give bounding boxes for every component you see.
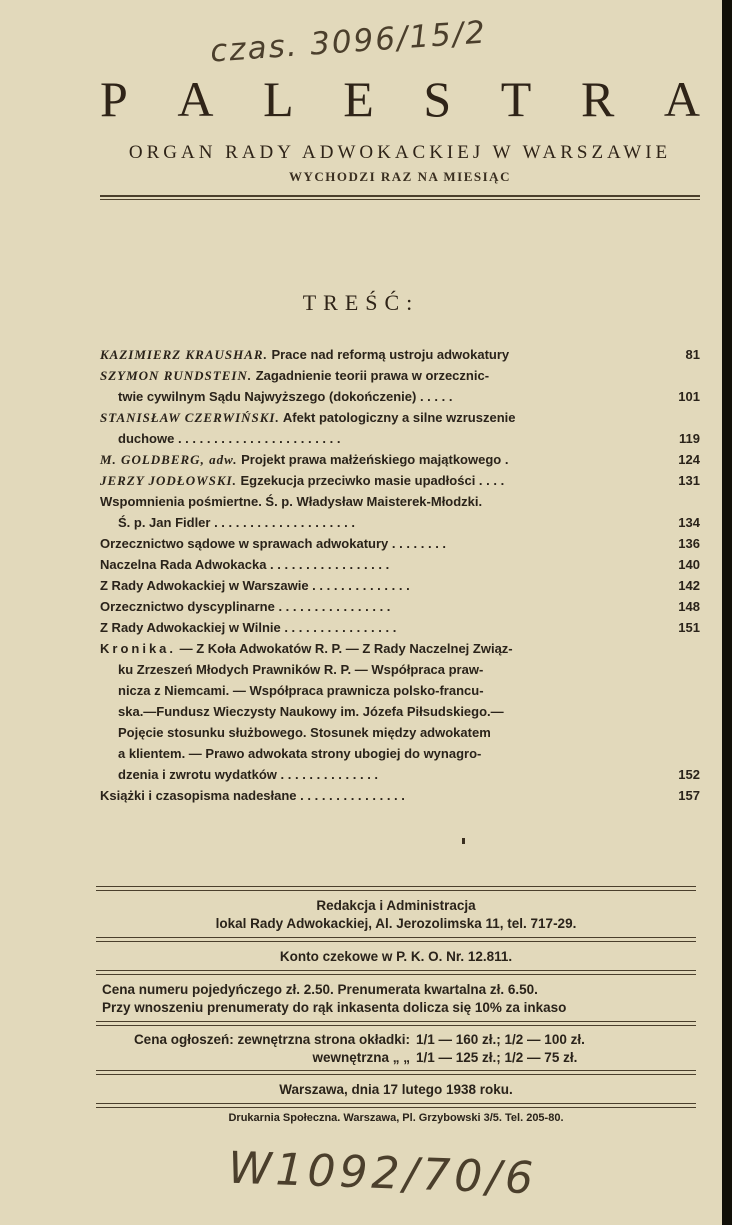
price-line: Przy wnoszeniu prenumeraty do rąk inkasenta dolicza się 10% za inkaso	[102, 1000, 567, 1015]
toc-entry-continuation	[100, 680, 700, 701]
title-letter: L	[263, 71, 294, 127]
toc-title: Wspomnienia pośmiertne. Ś. p. Władysław Maisterek-Młodzki.	[100, 494, 483, 509]
contents-heading: TREŚĆ:	[302, 290, 420, 315]
toc-entry-continuation	[100, 743, 700, 764]
toc-page-number: 134	[678, 515, 700, 530]
printer-info: Drukarnia Społeczna. Warszawa, Pl. Grzybowski 3/5. Tel. 205-80.	[228, 1112, 564, 1124]
masthead-rule	[100, 195, 700, 197]
toc-title: duchowe . . . . . . . . . . . . . . . . . . . . . . .	[118, 431, 341, 446]
ad-price-label: Cena ogłoszeń: zewnętrzna strona okładki:	[133, 1032, 410, 1047]
toc-title: Afekt patologiczny a silne wzruszenie	[279, 410, 516, 425]
toc-author: M. GOLDBERG, adw.	[100, 452, 238, 467]
toc-entry-continuation	[100, 722, 700, 743]
toc-entry-continuation[interactable]	[100, 428, 700, 449]
toc-entry[interactable]	[100, 533, 700, 554]
toc-page-number: 142	[678, 578, 700, 593]
toc-title: Z Rady Adwokackiej w Wilnie . . . . . . . . . . . . . . . .	[100, 620, 397, 635]
toc-entry[interactable]	[100, 407, 700, 428]
toc-title: Książki i czasopisma nadesłane . . . . . . . . . . . . . . .	[100, 788, 405, 803]
kronika-line: nicza z Niemcami. — Współpraca prawnicza polsko-francu-	[118, 683, 484, 698]
toc-entry[interactable]	[100, 617, 700, 638]
title-letter: R	[580, 71, 615, 127]
toc-title: Prace nad reformą ustroju adwokatury	[267, 347, 510, 362]
issue-date: Warszawa, dnia 17 lutego 1938 roku.	[279, 1082, 513, 1097]
title-letter: E	[343, 71, 374, 127]
masthead-rule-thin	[100, 199, 700, 200]
toc-entry-continuation[interactable]	[100, 512, 700, 533]
title-letter: A	[177, 71, 214, 127]
toc-title: twie cywilnym Sądu Najwyższego (dokończenie) . . . . .	[118, 389, 453, 404]
handwritten-shelf-mark: W1092/70/6	[227, 1142, 538, 1205]
ad-price-value: 1/1 — 125 zł.; 1/2 — 75 zł.	[416, 1050, 578, 1065]
handwritten-catalog-note: czas. 3096/15/2	[209, 14, 489, 70]
toc-entry-continuation	[100, 701, 700, 722]
kronika-line: ska.—Fundusz Wieczysty Naukowy im. Józefa Piłsudskiego.—	[118, 704, 504, 719]
toc-page-number: 148	[678, 599, 700, 614]
kronika-line: ku Zrzeszeń Młodych Prawników R. P. — Współpraca praw-	[118, 662, 484, 677]
toc-entry[interactable]	[100, 785, 700, 806]
toc-entry-kronika[interactable]	[100, 638, 700, 659]
toc-author: JERZY JODŁOWSKI.	[100, 473, 237, 488]
kronika-line: Pojęcie stosunku służbowego. Stosunek między adwokatem	[118, 725, 491, 740]
title-letter: A	[663, 71, 700, 127]
toc-page-number: 140	[678, 557, 700, 572]
advertising-prices	[96, 1026, 696, 1070]
kronika-line: a klientem. — Prawo adwokata strony ubogiej do wynagro-	[118, 746, 482, 761]
toc-entry[interactable]	[100, 491, 700, 512]
title-letter: S	[423, 71, 452, 127]
toc-author: STANISŁAW CZERWIŃSKI.	[100, 410, 280, 425]
toc-title: Z Rady Adwokackiej w Warszawie . . . . . . . . . . . . . .	[100, 578, 410, 593]
toc-author: SZYMON RUNDSTEIN.	[100, 368, 253, 383]
toc-entry[interactable]	[100, 449, 700, 470]
print-mark	[462, 838, 465, 844]
toc-page-number: 152	[678, 767, 700, 782]
masthead	[100, 71, 700, 200]
kronika-label: Kronika.	[100, 641, 177, 656]
price-line: Cena numeru pojedyńczego zł. 2.50. Prenumerata kwartalna zł. 6.50.	[102, 982, 538, 997]
toc-entry[interactable]	[100, 554, 700, 575]
toc-entry[interactable]	[100, 575, 700, 596]
toc-title: Orzecznictwo sądowe w sprawach adwokatury . . . . . . . .	[100, 536, 447, 551]
toc-entry[interactable]	[100, 470, 700, 491]
toc-entry-continuation[interactable]	[100, 386, 700, 407]
journal-title	[100, 71, 700, 127]
kronika-line: dzenia i zwrotu wydatków . . . . . . . . . . . . . .	[118, 767, 379, 782]
ad-price-label: wewnętrzna „ „	[312, 1050, 410, 1065]
editorial-address: lokal Rady Adwokackiej, Al. Jerozolimska 11, tel. 717-29.	[215, 916, 577, 931]
toc-title: Egzekucja przeciwko masie upadłości . . . .	[236, 473, 505, 488]
journal-subtitle: ORGAN RADY ADWOKACKIEJ W WARSZAWIE	[128, 142, 672, 163]
publication-frequency: WYCHODZI RAZ NA MIESIĄC	[289, 169, 511, 184]
toc-title: Zagadnienie teorii prawa w orzecznic-	[252, 368, 490, 383]
title-letter: P	[100, 71, 128, 127]
table-of-contents	[100, 344, 700, 806]
toc-entry-continuation	[100, 659, 700, 680]
toc-title: Projekt prawa małżeńskiego majątkowego .	[237, 452, 509, 467]
toc-entry[interactable]	[100, 344, 700, 365]
toc-page-number: 101	[678, 389, 700, 404]
imprint	[96, 886, 696, 1124]
ad-price-value: 1/1 — 160 zł.; 1/2 — 100 zł.	[416, 1032, 585, 1047]
toc-page-number: 136	[678, 536, 700, 551]
toc-title: Naczelna Rada Adwokacka . . . . . . . . . . . . . . . . .	[100, 557, 390, 572]
title-letter: T	[500, 71, 532, 127]
toc-page-number: 151	[678, 620, 700, 635]
toc-title: Orzecznictwo dyscyplinarne . . . . . . . . . . . . . . . .	[100, 599, 391, 614]
kronika-line: — Z Koła Adwokatów R. P. — Z Rady Naczelnej Związ-	[176, 641, 513, 656]
toc-page-number: 81	[685, 347, 700, 362]
toc-author: KAZIMIERZ KRAUSHAR.	[100, 347, 268, 362]
bank-account: Konto czekowe w P. K. O. Nr. 12.811.	[279, 949, 513, 964]
toc-title: Ś. p. Jan Fidler . . . . . . . . . . . . . . . . . . . .	[118, 515, 355, 530]
toc-page-number: 119	[679, 431, 700, 446]
toc-page-number: 131	[678, 473, 700, 488]
editorial-heading: Redakcja i Administracja	[316, 898, 476, 913]
toc-page-number: 124	[678, 452, 700, 467]
editorial-office	[96, 891, 696, 937]
toc-entry[interactable]	[100, 365, 700, 386]
toc-entry-continuation[interactable]	[100, 764, 700, 785]
subscription-prices	[96, 975, 696, 1021]
toc-page-number: 157	[678, 788, 700, 803]
toc-entry[interactable]	[100, 596, 700, 617]
